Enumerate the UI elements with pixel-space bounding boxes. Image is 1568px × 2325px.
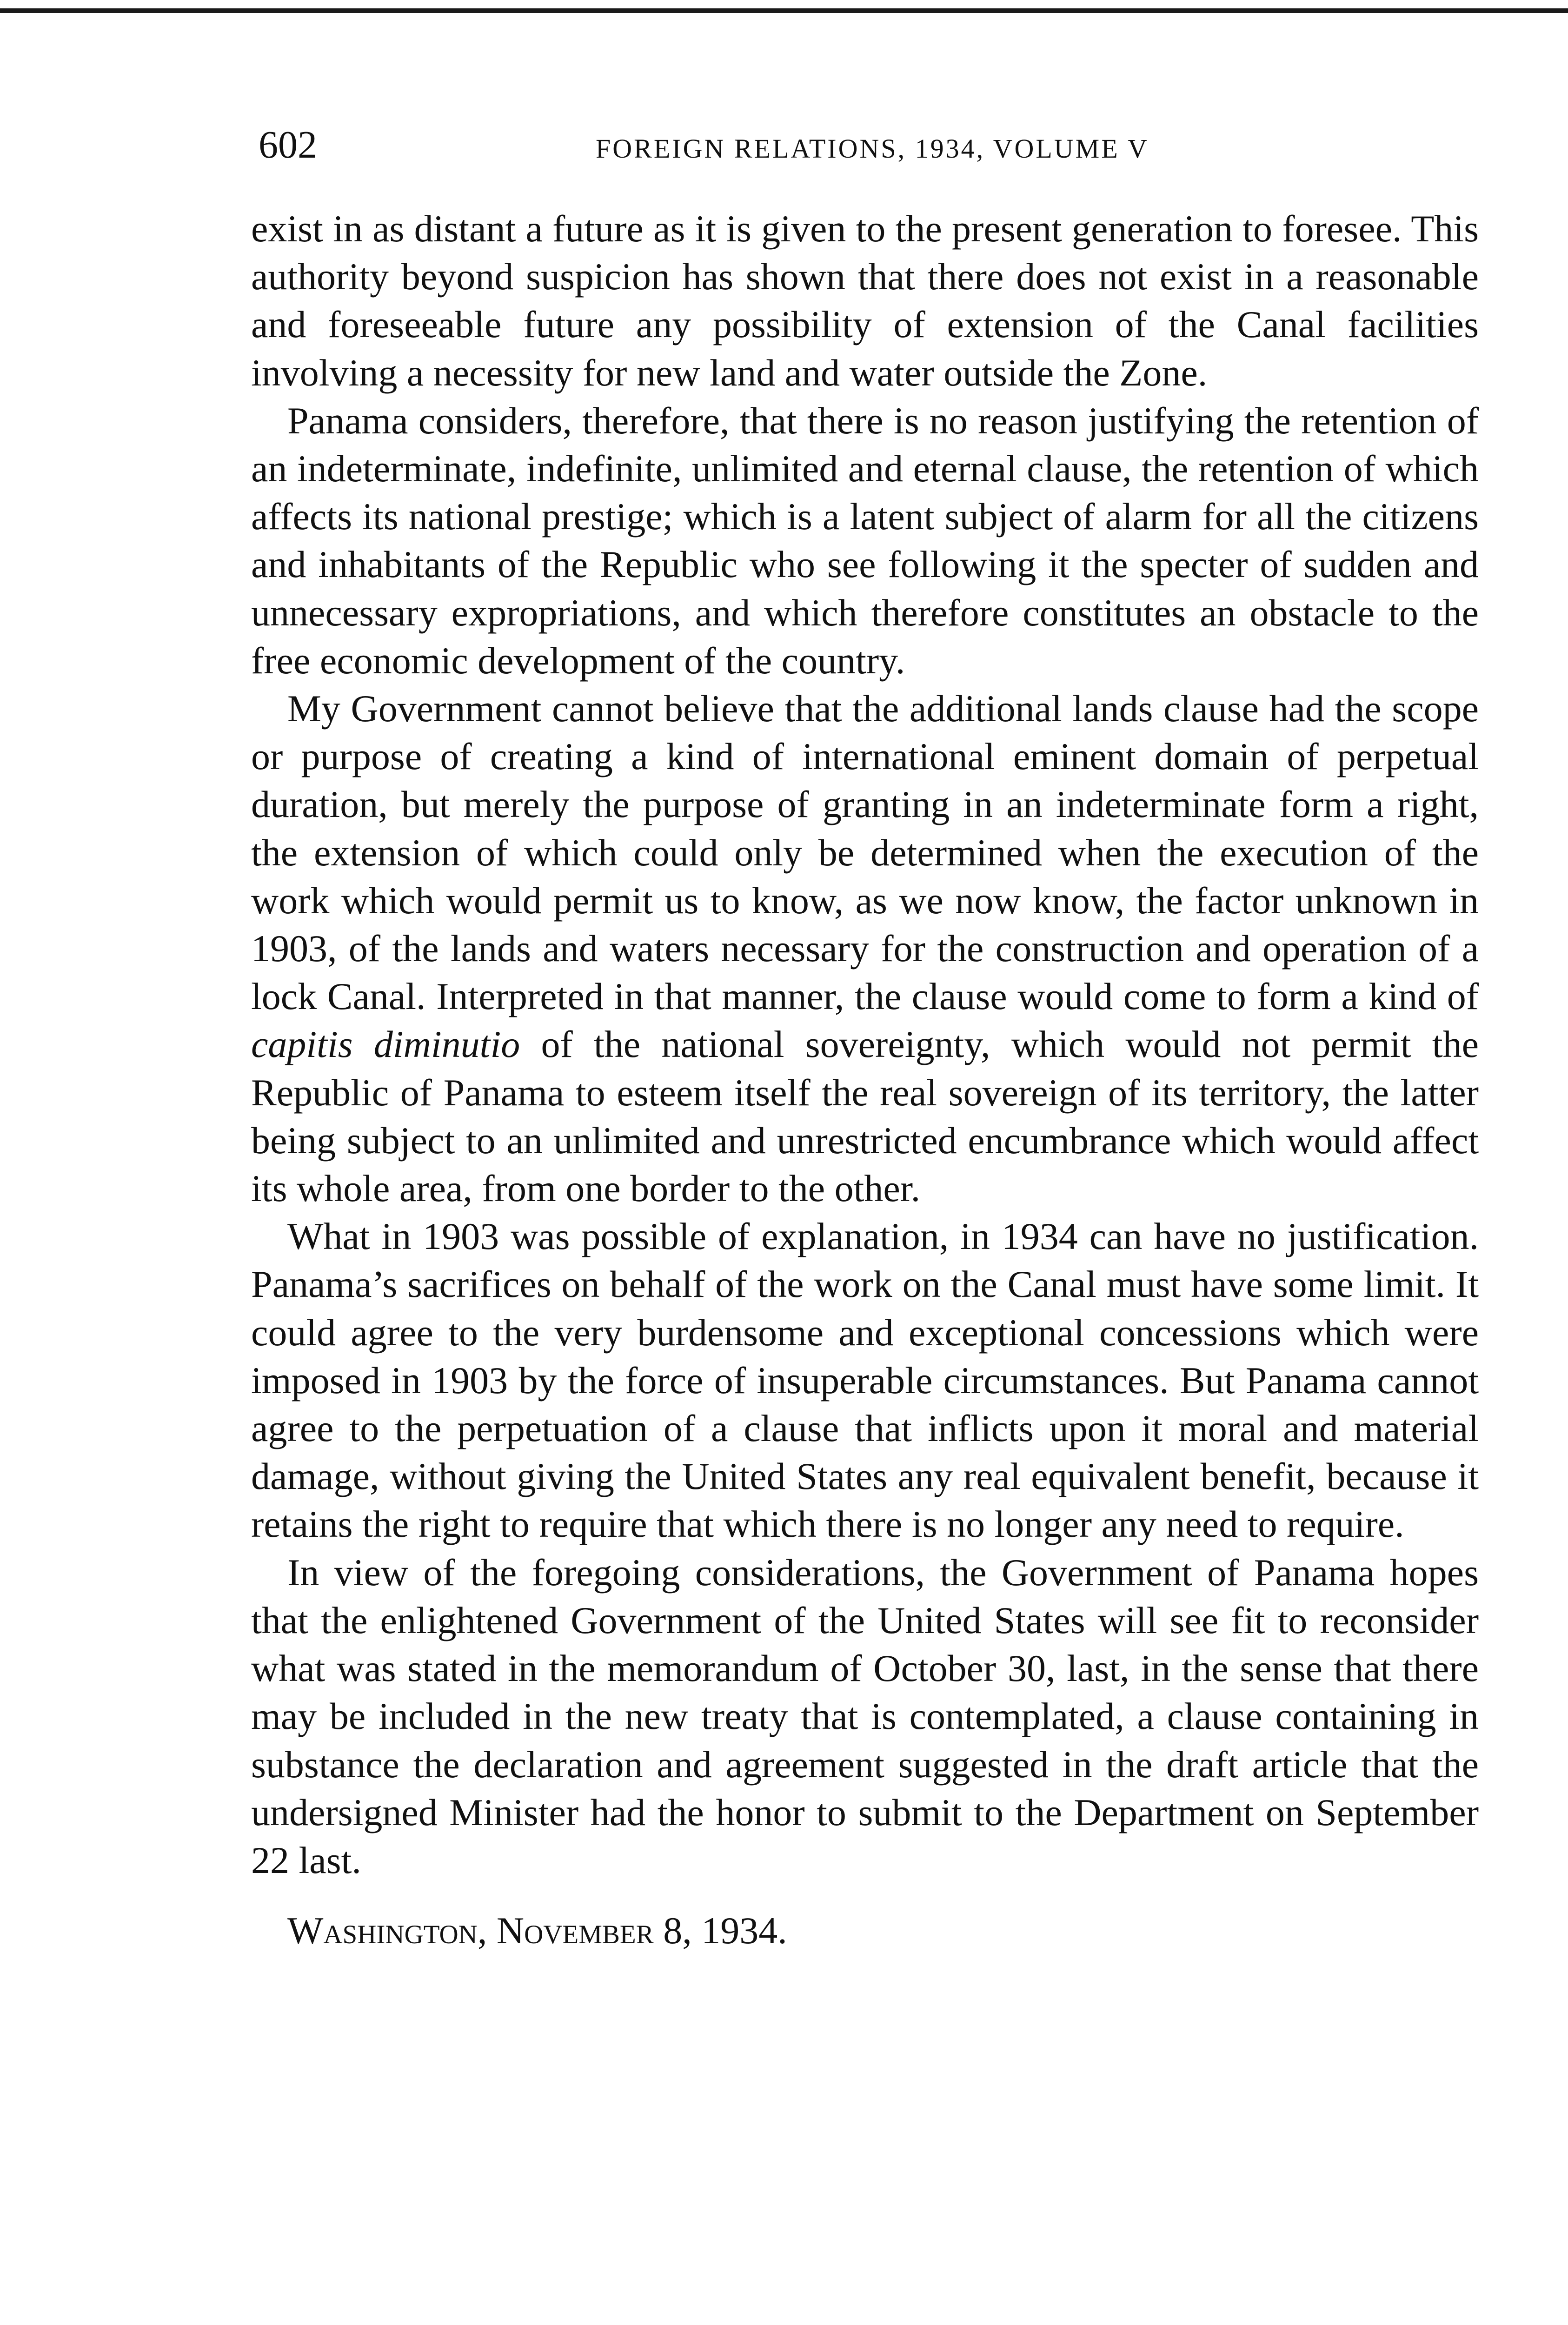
paragraph-1: exist in as distant a future as it is given to the present generation to foresee. This authority beyond suspicion has shown that there does not exist in a reasonable and foreseeable future any possibility of extension of the Canal facilities involving a necessity for new land and water outside the Zone. xyxy=(251,207,1479,394)
paragraph-3: My Government cannot believe that the additional lands clause had the scope or purpose of creating a kind of international eminent domain of perpetual duration, but merely the purpose of granting in an indeterminate form a right, the extension of which could only be determined when the execution of the work which would permit us to know, as we now know, the factor unknown in 1903, of the lands and waters necessary for the construction and operation of a lock Canal. Interpreted in that manner, the clause would come to form a kind of capitis diminutio of the national sovereignty, which would not permit the Republic of Panama to esteem itself the real sovereign of its territory, the latter being subject to an unlimited and unrestricted encumbrance which would affect its whole area, from one border to the other. xyxy=(251,687,1479,1210)
page-number: 602 xyxy=(259,123,317,166)
paragraph-2: Panama considers, therefore, that there is no reason justifying the retention of an indeterminate, indefinite, unlimited and eternal clause, the retention of which affects its national prestige; which is a latent subject of alarm for all the citizens and inhabitants of the Republic who see following it the specter of sudden and unnecessary expropriations, and which therefore constitutes an obstacle to the free economic development of the country. xyxy=(251,399,1479,682)
paragraph-4: What in 1903 was possible of explanation, in 1934 can have no justification. Panama’s sacrifices on behalf of the work on the Canal must have some limit. It could agree to the very burdensome and exceptional concessions which were imposed in 1903 by the force of insuperable circumstances. But Panama cannot agree to the perpetuation of a clause that inflicts upon it moral and material damage, without giving the United States any real equivalent benefit, because it retains the right to require that which there is no longer any need to require. xyxy=(251,1215,1479,1546)
top-rule xyxy=(0,8,1568,13)
body-text xyxy=(251,205,1479,1954)
paragraph-5: In view of the foregoing considerations, the Government of Panama hopes that the enlightened Government of the United States will see fit to reconsider what was stated in the memorandum of October 30, last, in the sense that there may be included in the new treaty that is contemplated, a clause containing in substance the declaration and agreement suggested in the draft article that the undersigned Minister had the honor to submit to the Department on September 22 last. xyxy=(251,1551,1479,1881)
italic-latin-phrase: capitis diminutio xyxy=(251,1023,520,1066)
running-head: FOREIGN RELATIONS, 1934, VOLUME V xyxy=(596,133,1149,164)
page-header xyxy=(259,122,1486,178)
dateline: Washington, November 8, 1934. xyxy=(287,1909,787,1952)
